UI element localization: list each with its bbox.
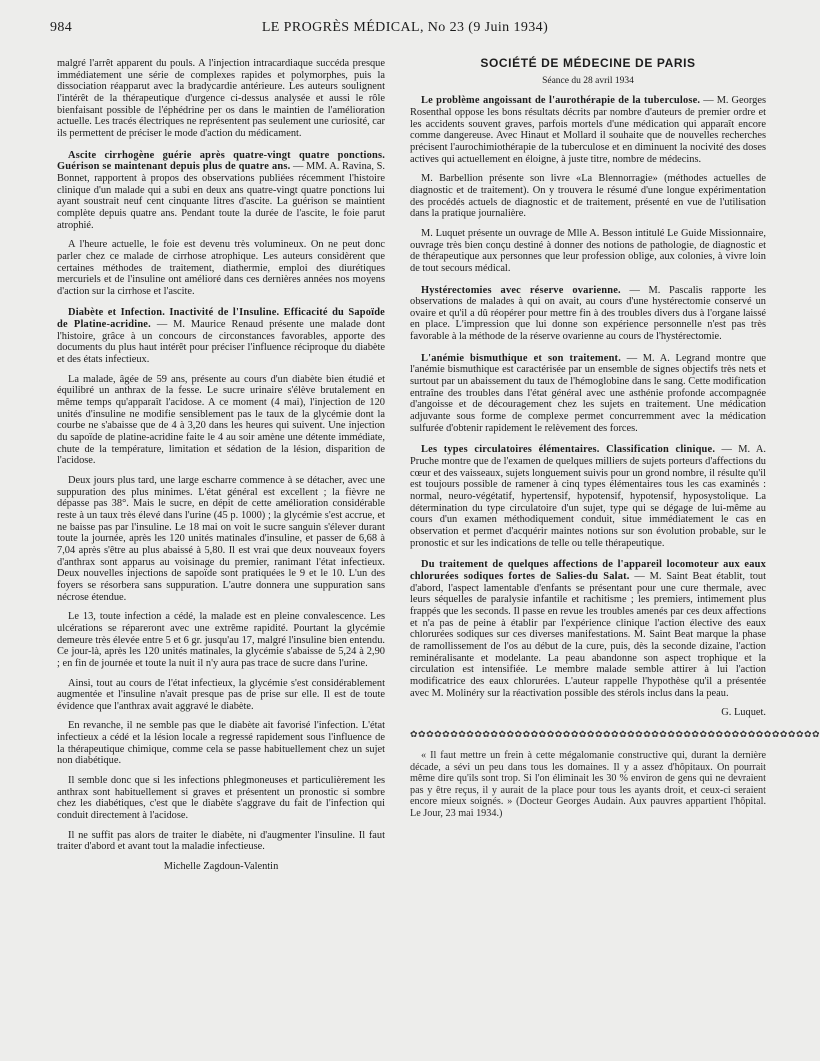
paragraph: malgré l'arrêt apparent du pouls. A l'injection intracardiaque succéda presque immédiatement une série de complexes rapides et polymorphes, puis la dissociation réapparut avec la bradycardie antérieure. Les auteurs soulignent l'intérêt de la thérapeutique d'urgence ci-dessus analysée et aussi le rôle bienfaisant possible de l'éphédrine per os dans le maintien de l'amélioration actuelle. Les tracés électriques ne représentent pas seulement une curiosité, car ils permettent de préciser le mode d'action du médicament. [57, 58, 385, 139]
paragraph: M. Luquet présente un ouvrage de Mlle A. Besson intitulé Le Guide Missionnaire, ouvrage très bien conçu destiné à donner des notions de pathologie, de diagnostic et de thérapeutique aux personnes que leur profession oblige, aux colonies, à vivre loin de tout secours médical. [410, 227, 766, 274]
quotation: « Il faut mettre un frein à cette mégalomanie constructive qui, durant la dernière décade, a sévi un peu dans tous les domaines. Il y a assez d'hôpitaux. On pourrait même dire qu'ils sont trop. Si l'on éliminait les 30 % environ de gens qui ne devraient pas y être reçus, il y aurait de la place pour tous les ayants droit, et ceux-ci seraient encore mieux soignés. » (Docteur Georges Audain. Aux pauvres appartient l'hôpital. Le Jour, 23 mai 1934.) [410, 750, 766, 819]
article-title: Hystérectomies avec réserve ovarienne. [421, 284, 621, 296]
article-title: Les types circulatoires élémentaires. Classification clinique. [421, 444, 716, 456]
article-title: L'anémie bismuthique et son traitement. [421, 352, 622, 364]
paragraph: La malade, âgée de 59 ans, présente au cours d'un diabète bien étudié et équilibré un anthrax de la fesse. Le sucre urinaire s'élève brutalement en même temps qu'apparaît l'acidose. A ce moment (4 mai), l'injection de 120 unités d'insuline ne modifie sensiblement pas le taux de la glycémie dont la courbe ne s'abaisse que de 4 à 3,20 dans les heures qui suivent. Une injection du sapoïde de platine-acridine faite le 4 au soir amène une détente immédiate, chute de la température, limitation et sédation de la lésion, disparition de l'acidose. [57, 373, 385, 467]
article-body: — M. A. Pruche montre que de l'examen de quelques milliers de sujets porteurs d'affections du cœur et des vaisseaux, sujets longuement suivis pour un grond nombre, il résulte qu'il est toujours possible de ramener à cinq types élémentaires tous les cas examinés : normal, neuro-végétatif, hypertensif, hypotensif, hypotensif, hyposystolique. La détermination du type circulatoire d'un sujet, type qui se dégage de lui-même au cours d'un examen méthodiquement conduit, situe immédiatement le cas en observation et permet d'acquérir maintes notions sur son évolution probable, sur le pronostic et sur les indications de telle ou telle thérapeutique. [410, 444, 766, 549]
paragraph: M. Barbellion présente son livre «La Blennorragie» (méthodes actuelles de diagnostic et de traitement). On y trouvera le résumé d'une longue expérimentation des procédés actuels de diagnostic et de traitement, présenté en vue de l'utilisation dans la pratique journalière. [410, 173, 766, 220]
paragraph: Ainsi, tout au cours de l'état infectieux, la glycémie s'est considérablement augmentée et l'insuline n'avait presque pas de prise sur elle. Il est de toute évidence que l'anthrax avait aggravé le diabète. [57, 677, 385, 712]
paragraph: Il ne suffit pas alors de traiter le diabète, ni d'augmenter l'insuline. Il faut traiter d'abord et avant tout la maladie infectieuse. [57, 829, 385, 853]
paragraph: Le 13, toute infection a cédé, la malade est en pleine convalescence. Les ulcérations se répareront avec une extrême rapidité. Pourtant la glycémie demeure très élevée entre 5 et 6 gr. jusqu'au 17, malgré l'insuline bien entendu. Ce jour-là, après les 120 unités matinales, la glycémie s'abaisse de 5,24 à 2,90 ; en fin de journée et toute la nuit il n'y aura pas trace de sucre dans l'urine. [57, 611, 385, 669]
article [410, 95, 766, 165]
page-header [50, 20, 760, 40]
page-number: 984 [50, 20, 73, 35]
left-column [57, 58, 385, 881]
article-body: — M. Saint Beat établit, tout d'abord, l'aspect lamentable d'enfants se présentant pour une cure thermale, avec leurs séquelles de paralysie infantile et rachitisme ; les premiers, intimement plus frappés que les seconds. Il passe en revue les troubles amenés par ces deux affections et n'a pas de peine à établir par l'expérience clinique l'action élective des eaux chlorurées sodiques sur ces diverses manifestations. M. Saint Beat marque la phase de ramollissement de l'os au début de la cure, puis, dès la seconde dizaine, l'action reminéralisante et modelante. La peau abandonne son aspect trophique et la circulation est intensifiée. Le membre malade semble attirer à lui l'action modificatrice des eaux chlorurées. L'auteur rappelle l'hypothèse qu'il a présentée avec M. Molinéry sur la réactivation possible des stérols inclus dans la peau. [410, 570, 767, 699]
paragraph: Il semble donc que si les infections phlegmoneuses et particulièrement les anthrax sont habituellement si graves et présentent un pronostic si sombre chez les diabétiques, c'est que le diabète s'aggrave du fait de l'infection qui conduit directement à l'acidose. [57, 775, 385, 822]
article-title: Du traitement de quelques affections de l'appareil locomoteur aux eaux chlorurées sodiques fortes de Salies-du Salat. [410, 559, 766, 582]
right-column [410, 56, 820, 827]
article-title: Diabète et Infection. Inactivité de l'Insuline. Efficacité du Sapoïde de Platine-acridine. [57, 307, 385, 331]
paragraph: Deux jours plus tard, une large escharre commence à se détacher, avec une suppuration des plus minimes. L'état général est excellent ; la fièvre ne dépasse pas 38°. Mais le sucre, en dépit de cette amélioration considérable reste à un taux très élevé dans l'urine (45 p. 1000) ; la glycémie s'est accrue, et ne baisse pas par l'insuline. Le 18 mai on voit le sucre sanguin s'élever durant toute la journée, après les 120 unités matinales d'insuline, et passer de 6,68 à 7,04 après s'être au plus abaissé à 5,80. Il est vrai que deux nouveaux foyers d'anthrax sont apparus au voisinage du premier, ranimant l'état infectieux. Deux nouvelles injections de sapoïde sont pratiquées le 9 et le 10. L'un des foyers se résorbera sans suppuration. L'autre donnera une suppuration sans nécrose étendue. [57, 475, 385, 603]
article-body: — M. Georges Rosenthal oppose les bons résultats décrits par nombre d'auteurs de premier ordre et les accidents souvent graves, parfois mortels d'une médication qui apparaît encore comme dangereuse. Avec Hinaut et Mollard il souhaite que de nouvelles recherches précisent l'aurochimiothérapie de la tuberculose et en diminuent la nocivité des doses actives qui actuellement en éloigne, à juste titre, nombre de médecins. [410, 95, 766, 165]
article-body: — M. A. Legrand montre que l'anémie bismuthique est caractérisée par un ensemble de signes objectifs très nets et surtout par un abaissement du taux de l'hémoglobine dans le sang. Cette modification entraîne des troubles dans l'état général avec une asthénie profonde accompagnée d'angoisse et de découragement chez les sujets en traitement. Une médication adjuvante sous forme de complexe permet concurremment avec la médication sulfurée d'obtenir rapidement le relèvement des forces. [410, 352, 766, 434]
journal-title: LE PROGRÈS MÉDICAL, No 23 (9 Juin 1934) [261, 20, 549, 35]
article [57, 150, 385, 232]
section-title: SOCIÉTÉ DE MÉDECINE DE PARIS [480, 56, 696, 70]
paragraph: En revanche, il ne semble pas que le diabète ait favorisé l'infection. L'état infectieux a cédé et la lésion locale a regressé rapidement sous l'influence de la thérapeutique chimique, comme cela se passe habituellement chez un sujet non diabétique. [57, 720, 385, 767]
ornament-divider: ✿✿✿✿✿✿✿✿✿✿✿✿✿✿✿✿✿✿✿✿✿✿✿✿✿✿✿✿✿✿✿✿✿✿✿✿✿✿✿✿✿✿✿✿✿✿✿✿✿✿✿ [410, 728, 820, 739]
article [410, 285, 766, 343]
article-body: — MM. A. Ravina, S. Bonnet, rapportent à propos des observations publiées récemment l'histoire clinique d'un malade qui a subi en deux ans quatre-vingt quatre ponctions lui ayant soustrait neuf cent cinquante litres d'ascite. La guérison se maintient complète depuis quatre ans. Pendant toute la durée de l'ascite, le foie parut atrophié. [57, 161, 385, 231]
author-signature: Michelle Zagdoun-Valentin [163, 861, 279, 873]
article [410, 353, 766, 435]
article-body: — M. Maurice Renaud présente une malade dont l'histoire, grâce à un concours de circonstances favorables, apporte des documents du plus haut intérêt pour préciser l'influence réciproque du diabète et des états infectieux. [57, 319, 385, 366]
paragraph: A l'heure actuelle, le foie est devenu très volumineux. On ne peut donc parler chez ce malade de cirrhose atrophique. Les auteurs considèrent que certaines méthodes de traitement, diathermie, emploi des diurétiques mercuriels et de l'insuline ont amélioré dans ces dernières années nos moyens d'action sur la cirrhose et l'ascite. [57, 239, 385, 297]
article [410, 559, 766, 699]
article-title: Ascite cirrhogène guérie après quatre-vingt quatre ponctions. Guérison se maintenant depuis plus de quatre ans. [57, 149, 385, 173]
article-body: — M. Pascalis rapporte les observations de malades à qui on avait, au cours d'une hystérectomie conservé un ovaire et qu'il a dû réopérer pour mettre fin à des troubles divers dus à l'organe laissé en place. L'impression que lui donne son expérience personnelle n'est pas très favorable à la méthode de la réserve ovarienne au cours de l'hystérectomie. [410, 284, 766, 343]
article [57, 307, 385, 365]
article [410, 444, 766, 549]
session-date: Séance du 28 avril 1934 [542, 75, 634, 86]
author-signature: G. Luquet. [721, 707, 766, 719]
article-title: Le problème angoissant de l'aurothérapie de la tuberculose. [421, 95, 701, 107]
